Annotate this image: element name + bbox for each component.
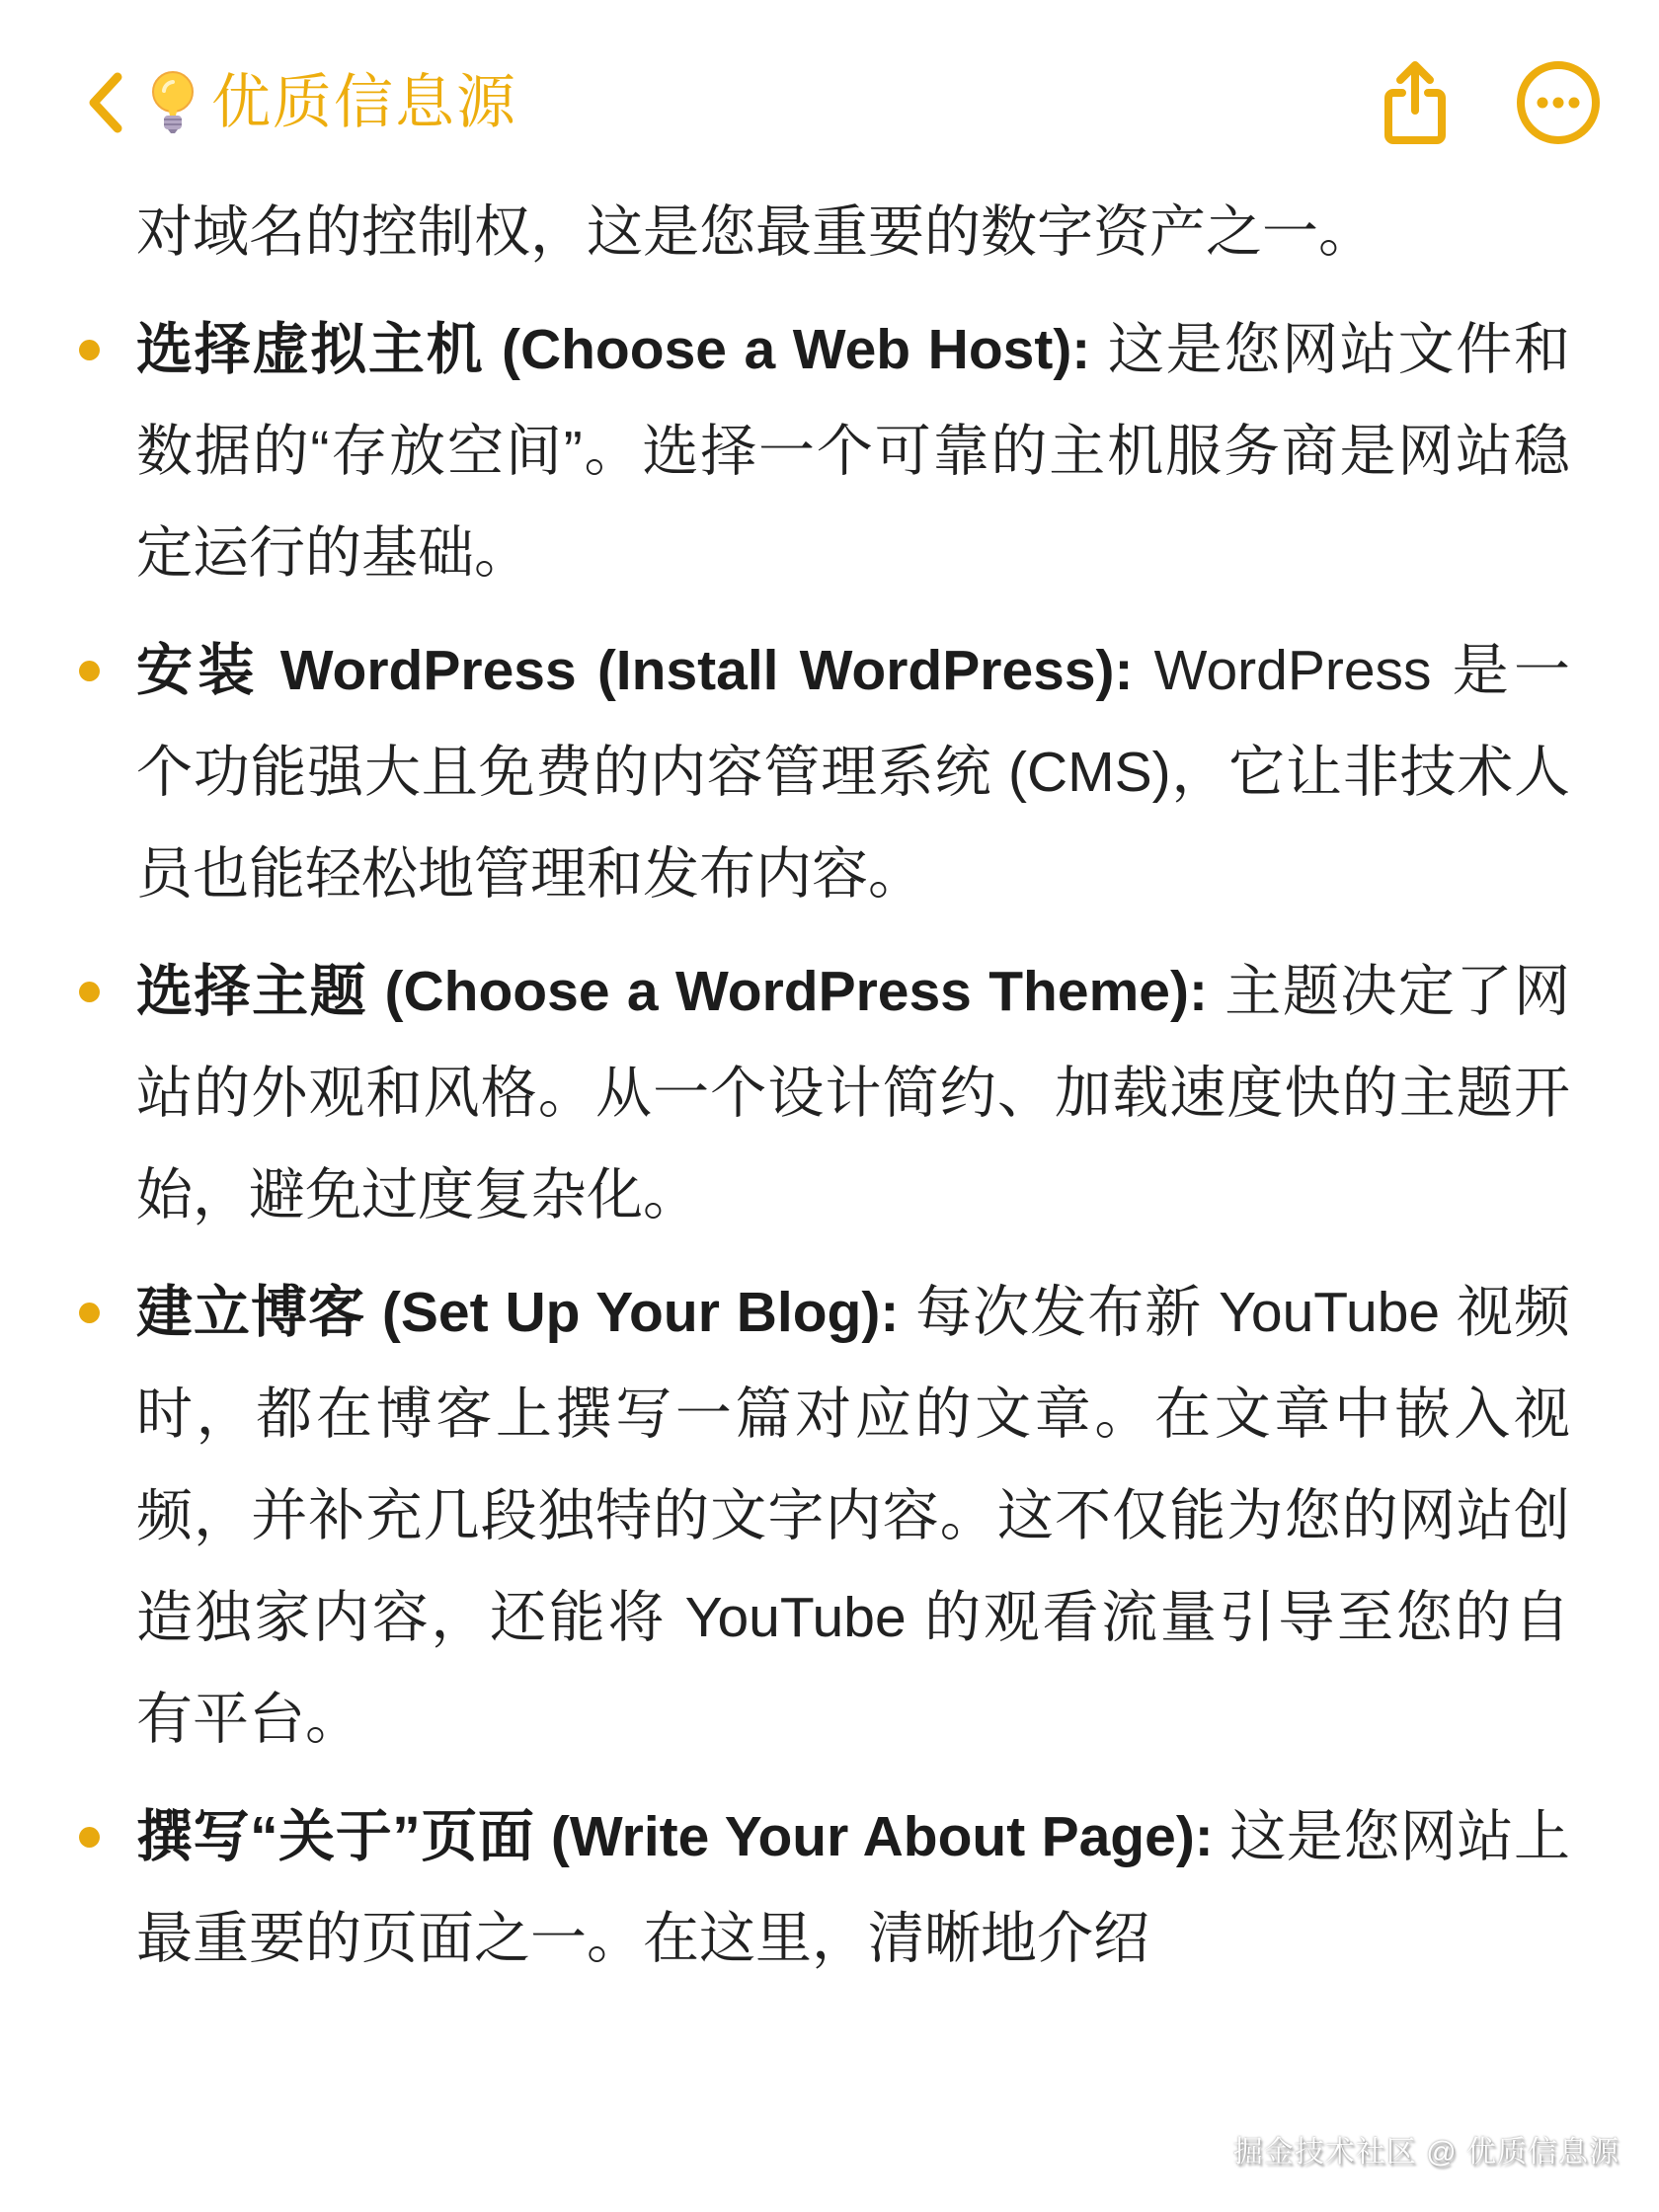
bullet-icon <box>79 1827 100 1848</box>
note-content <box>0 182 1659 1990</box>
bullet-icon <box>79 661 100 681</box>
list-item <box>136 1786 1570 1990</box>
bullet-icon <box>79 1303 100 1323</box>
step-term: 选择虚拟主机 (Choose a Web Host): <box>136 318 1091 381</box>
step-term: 建立博客 (Set Up Your Blog): <box>136 1281 900 1344</box>
step-term: 安装 WordPress (Install WordPress): <box>136 639 1134 702</box>
list-item <box>136 620 1570 925</box>
step-desc: 主题决定了网站的外观和风格。从一个设计简约、加载速度快的主题开始，避免过度复杂化。 <box>136 960 1570 1226</box>
step-term: 撰写“关于”页面 (Write Your About Page): <box>136 1805 1214 1868</box>
share-button[interactable] <box>1381 59 1450 146</box>
step-desc: 这是您网站文件和数据的“存放空间”。选择一个可靠的主机服务商是网站稳定运行的基础。 <box>136 318 1570 585</box>
share-icon <box>1381 59 1450 146</box>
list-item <box>136 299 1570 604</box>
watermark: 掘金技术社区 @ 优质信息源 <box>1232 2136 1620 2169</box>
step-desc: WordPress 是一个功能强大且免费的内容管理系统 (CMS)，它让非技术人员也能轻松地管理和发布内容。 <box>136 639 1571 906</box>
list-item <box>136 941 1570 1246</box>
step-term: 选择主题 (Choose a WordPress Theme): <box>136 960 1208 1023</box>
list-item <box>136 1262 1570 1771</box>
steps-list <box>136 299 1570 1990</box>
navbar <box>0 0 1659 158</box>
page-title: 优质信息源 <box>211 69 517 135</box>
back-button[interactable] <box>87 72 122 133</box>
chevron-left-icon <box>87 72 122 133</box>
ellipsis-icon <box>1515 59 1602 146</box>
navbar-actions <box>1381 59 1602 146</box>
more-button[interactable] <box>1515 59 1602 146</box>
step-desc: 每次发布新 YouTube 视频时，都在博客上撰写一篇对应的文章。在文章中嵌入视频，并补充几段独特的文字内容。这不仅能为您的网站创造独家内容，还能将 YouTube 的观看流量引导至您的自有平台。 <box>136 1281 1570 1751</box>
bullet-icon <box>79 982 100 1002</box>
bullet-icon <box>79 340 100 360</box>
paragraph-continuation: 对域名的控制权，这是您最重要的数字资产之一。 <box>136 200 1375 264</box>
step-desc: 这是您网站上最重要的页面之一。在这里，清晰地介绍 <box>136 1805 1570 1970</box>
lightbulb-icon <box>148 70 198 135</box>
